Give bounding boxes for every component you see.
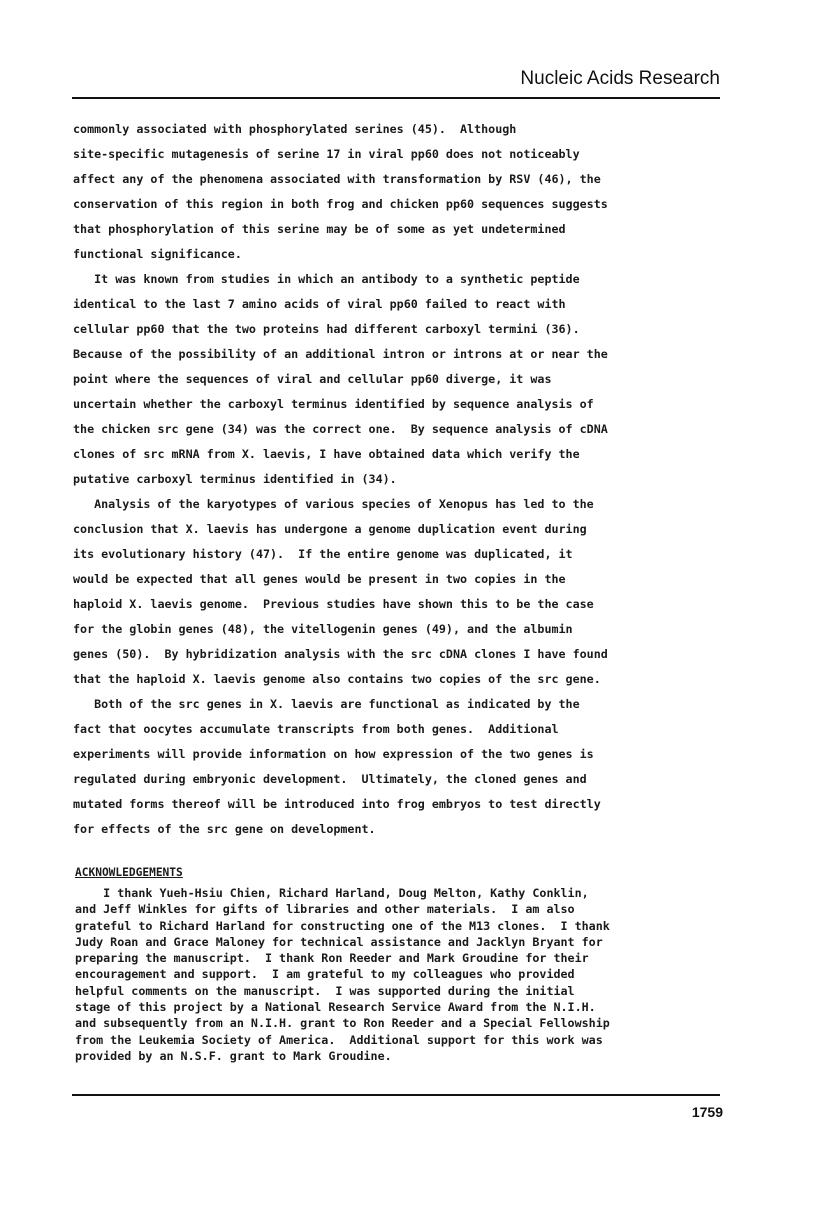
footer-rule bbox=[72, 1094, 720, 1096]
body-line: its evolutionary history (47). If the entire genome was duplicated, it bbox=[73, 547, 573, 561]
body-line: conclusion that X. laevis has undergone a genome duplication event during bbox=[73, 522, 587, 536]
body-line: identical to the last 7 amino acids of viral pp60 failed to react with bbox=[73, 297, 566, 311]
ack-line: provided by an N.S.F. grant to Mark Groudine. bbox=[75, 1048, 392, 1063]
body-line: genes (50). By hybridization analysis with the src cDNA clones I have found bbox=[73, 647, 608, 661]
ack-line: grateful to Richard Harland for constructing one of the M13 clones. I thank bbox=[75, 918, 610, 933]
body-line: Because of the possibility of an additional intron or introns at or near the bbox=[73, 347, 608, 361]
body-line: regulated during embryonic development. Ultimately, the cloned genes and bbox=[73, 772, 587, 786]
body-line: commonly associated with phosphorylated serines (45). Although bbox=[73, 122, 517, 136]
body-line: experiments will provide information on how expression of the two genes is bbox=[73, 747, 594, 761]
acknowledgements-text bbox=[75, 885, 725, 1064]
body-line: the chicken src gene (34) was the correct one. By sequence analysis of cDNA bbox=[73, 422, 608, 436]
body-line: clones of src mRNA from X. laevis, I have obtained data which verify the bbox=[73, 447, 580, 461]
body-line: Analysis of the karyotypes of various species of Xenopus has led to the bbox=[73, 497, 594, 511]
body-text bbox=[73, 117, 713, 842]
body-line: putative carboxyl terminus identified in (34). bbox=[73, 472, 397, 486]
ack-line: encouragement and support. I am grateful to my colleagues who provided bbox=[75, 967, 575, 982]
ack-line: Judy Roan and Grace Maloney for technical assistance and Jacklyn Bryant for bbox=[75, 934, 603, 949]
body-line: It was known from studies in which an antibody to a synthetic peptide bbox=[73, 272, 580, 286]
ack-line: helpful comments on the manuscript. I was supported during the initial bbox=[75, 983, 575, 998]
body-line: that the haploid X. laevis genome also contains two copies of the src gene. bbox=[73, 672, 601, 686]
body-line: for the globin genes (48), the vitellogenin genes (49), and the albumin bbox=[73, 622, 573, 636]
ack-line: from the Leukemia Society of America. Additional support for this work was bbox=[75, 1032, 603, 1047]
ack-line: stage of this project by a National Research Service Award from the N.I.H. bbox=[75, 1000, 596, 1015]
body-line: Both of the src genes in X. laevis are functional as indicated by the bbox=[73, 697, 580, 711]
body-line: that phosphorylation of this serine may be of some as yet undetermined bbox=[73, 222, 566, 236]
journal-title: Nucleic Acids Research bbox=[520, 68, 720, 89]
acknowledgements-heading: ACKNOWLEDGEMENTS bbox=[75, 866, 183, 879]
ack-line: and subsequently from an N.I.H. grant to Ron Reeder and a Special Fellowship bbox=[75, 1016, 610, 1031]
body-line: cellular pp60 that the two proteins had different carboxyl termini (36). bbox=[73, 322, 580, 336]
ack-line: and Jeff Winkles for gifts of libraries and other materials. I am also bbox=[75, 902, 575, 917]
body-line: mutated forms thereof will be introduced into frog embryos to test directly bbox=[73, 797, 601, 811]
header-rule bbox=[72, 97, 720, 99]
body-line: haploid X. laevis genome. Previous studies have shown this to be the case bbox=[73, 597, 594, 611]
body-line: affect any of the phenomena associated with transformation by RSV (46), the bbox=[73, 172, 601, 186]
body-line: site-specific mutagenesis of serine 17 in viral pp60 does not noticeably bbox=[73, 147, 580, 161]
page-number: 1759 bbox=[691, 1104, 723, 1120]
body-line: fact that oocytes accumulate transcripts from both genes. Additional bbox=[73, 722, 559, 736]
body-line: would be expected that all genes would be present in two copies in the bbox=[73, 572, 566, 586]
ack-line: preparing the manuscript. I thank Ron Reeder and Mark Groudine for their bbox=[75, 951, 589, 966]
ack-line: I thank Yueh-Hsiu Chien, Richard Harland, Doug Melton, Kathy Conklin, bbox=[75, 886, 589, 900]
body-line: conservation of this region in both frog and chicken pp60 sequences suggests bbox=[73, 197, 608, 211]
body-line: uncertain whether the carboxyl terminus identified by sequence analysis of bbox=[73, 397, 594, 411]
body-line: point where the sequences of viral and cellular pp60 diverge, it was bbox=[73, 372, 552, 386]
body-line: functional significance. bbox=[73, 247, 242, 261]
body-line: for effects of the src gene on development. bbox=[73, 822, 376, 836]
